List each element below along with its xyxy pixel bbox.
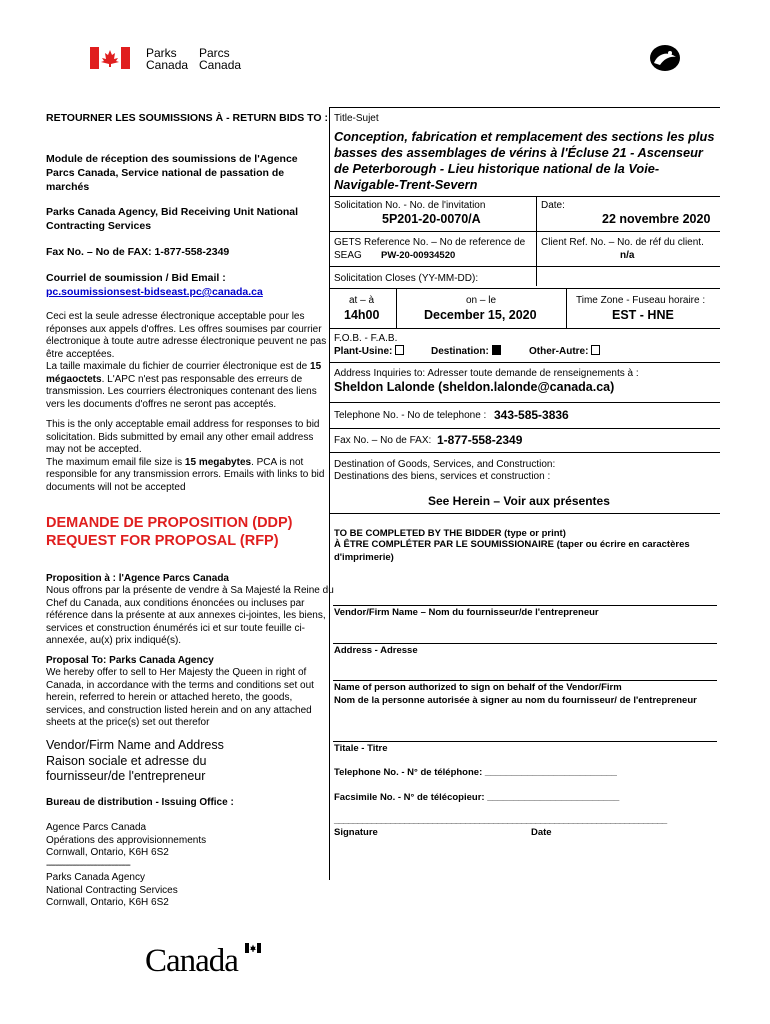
fob-plant bbox=[334, 345, 404, 359]
proposal-heading: Proposal To: Parks Canada Agency bbox=[46, 655, 214, 666]
left-fax-number: Fax No. – No de FAX: 1-877-558-2349 bbox=[46, 246, 230, 258]
address-fr-line: Opérations des approvisionnements bbox=[46, 834, 207, 846]
fob-plant-checkbox[interactable] bbox=[395, 345, 404, 355]
canada-wordmark-text: Canada bbox=[145, 943, 238, 979]
email-notice-en-p2a: The maximum email file size is bbox=[46, 456, 185, 468]
telephone-label: Telephone No. - No de telephone : bbox=[334, 410, 487, 421]
bidder-heading-fr: À ÊTRE COMPLÉTER PAR LE SOUMISSIONAIRE (taper ou écrire en caractères d'imprimerie) bbox=[334, 539, 690, 563]
date-label: Date: bbox=[541, 200, 565, 211]
fob-other-checkbox[interactable] bbox=[591, 345, 600, 355]
divider bbox=[396, 288, 397, 328]
fob-destination-label: Destination: bbox=[431, 346, 489, 357]
client-ref-value: n/a bbox=[620, 250, 635, 261]
email-notice-en-size: 15 megabytes bbox=[184, 456, 252, 468]
email-notice-fr-p2a: La taille maximale du fichier de courrier électronique est de bbox=[46, 361, 311, 372]
fob-other bbox=[529, 345, 600, 359]
brand-fr-line2: Canada bbox=[199, 58, 242, 72]
proposal-text: We hereby offer to sell to Her Majesty the Queen in right of Canada, in accordance with the terms and conditions set out herein, referred to herein or attached hereto, the goods, services, and construction listed herein and on any attached sheets at the price(s) set out therefor bbox=[46, 667, 314, 728]
brand-en-line2: Canada bbox=[146, 58, 189, 72]
title-line[interactable] bbox=[333, 741, 717, 742]
solicitation-no-label: Solicitation No. - No. de l'invitation bbox=[334, 200, 486, 211]
brand-en-line1: Parks bbox=[146, 46, 177, 60]
solicitation-no-value: 5P201-20-0070/A bbox=[382, 212, 481, 226]
vendor-address-heading: Vendor/Firm Name and Address Raison sociale et adresse du fournisseur/de l'entrepreneur bbox=[46, 738, 224, 783]
closes-at-value: 14h00 bbox=[344, 308, 380, 322]
see-herein: See Herein – Voir aux présentes bbox=[428, 494, 610, 508]
issuing-office-address bbox=[46, 822, 206, 910]
client-ref-label: Client Ref. No. – No. de réf du client. bbox=[541, 237, 704, 248]
authorized-label-fr: Nom de la personne autorisée à signer au nom du fournisseur/ de l'entrepreneur bbox=[334, 694, 697, 706]
fob-destination-checkbox[interactable] bbox=[492, 345, 501, 355]
divider bbox=[329, 513, 720, 514]
divider bbox=[329, 266, 720, 267]
closes-on-value: December 15, 2020 bbox=[424, 308, 537, 322]
email-notice-fr-p2c: . L'APC n'est pas responsable des erreurs de transmission. Les courriers électroniques contenant des liens vers les documents d'offres ne seront pas acceptés. bbox=[46, 373, 317, 410]
module-reception-text: Module de réception des soumissions de l'Agence Parcs Canada, Service national de passation de marchés bbox=[46, 153, 298, 193]
fax-value: 1-877-558-2349 bbox=[437, 433, 523, 447]
address-en-line: Cornwall, Ontario, K6H 6S2 bbox=[46, 897, 169, 908]
divider bbox=[329, 452, 720, 453]
closes-label: Solicitation Closes (YY-MM-DD): bbox=[334, 273, 479, 284]
telephone-field[interactable]: Telephone No. - N° de téléphone: _________________________ bbox=[334, 767, 617, 778]
email-notice-fr-p1: Ceci est la seule adresse électronique acceptable pour les réponses aux appels d'offres. Les offres soumises par courrier électronique à toute autre adresse électronique peuvent ne pas être acceptées. bbox=[46, 311, 327, 360]
brand-fr-line1: Parcs bbox=[199, 46, 230, 60]
facsimile-field[interactable]: Facsimile No. - N° de télécopieur: _________________________ bbox=[334, 792, 620, 803]
destination-label-fr: Destinations des biens, services et construction : bbox=[334, 471, 551, 482]
bid-email-link[interactable]: pc.soumissionsest-bidseast.pc@canada.ca bbox=[46, 286, 263, 298]
email-notice-en bbox=[46, 419, 334, 494]
email-notice-en-p1: This is the only acceptable email address for responses to bid solicitation. Bids submitted by email any other email address may not be accepted. bbox=[46, 419, 320, 455]
address-en-line: National Contracting Services bbox=[46, 884, 178, 896]
address-separator: ------------------------------------ bbox=[46, 859, 130, 871]
gets-value: PW-20-00934520 bbox=[381, 250, 456, 261]
fob-plant-label: Plant-Usine: bbox=[334, 346, 393, 357]
date-value: 22 novembre 2020 bbox=[602, 212, 711, 226]
proposition-heading: Proposition à : l'Agence Parcs Canada bbox=[46, 573, 229, 584]
authorized-name-line[interactable] bbox=[333, 680, 717, 681]
divider bbox=[329, 231, 720, 232]
fob-label: F.O.B. - F.A.B. bbox=[334, 333, 398, 344]
signature-label: Signature bbox=[334, 827, 378, 838]
rfp-title-en: REQUEST FOR PROPOSAL (RFP) bbox=[46, 533, 279, 549]
address-fr-line: Agence Parcs Canada bbox=[46, 822, 147, 833]
parks-canada-beaver-icon bbox=[648, 43, 682, 73]
fob-destination bbox=[431, 345, 501, 359]
divider bbox=[329, 362, 720, 363]
email-notice-fr-size: 15 mégaoctets bbox=[46, 361, 322, 385]
gets-label: GETS Reference No. – No de reference de SEAG bbox=[334, 237, 526, 261]
canada-wordmark bbox=[145, 945, 265, 981]
address-fr-line: Cornwall, Ontario, K6H 6S2 bbox=[46, 847, 169, 858]
timezone-label: Time Zone - Fuseau horaire : bbox=[576, 295, 706, 306]
divider bbox=[536, 196, 537, 286]
address-line[interactable] bbox=[333, 643, 717, 644]
title-field-label: Titale - Titre bbox=[334, 743, 388, 754]
proposition-text: Nous offrons par la présente de vendre à Sa Majesté la Reine du Chef du Canada, aux conditions énoncées ou incluses par référence dans la présente at aux annexes ci-jointes, les biens, services et construction énumérés ici et sur toute feuille ci-annexée, au(x) prix indiqué(s). bbox=[46, 585, 334, 646]
email-notice-en-p2c: . PCA is not responsible for any transmission errors. Emails with links to bid documents will not be accepted bbox=[46, 456, 325, 493]
return-bids-heading: RETOURNER LES SOUMISSIONS À - RETURN BIDS TO : bbox=[46, 112, 328, 124]
fob-other-label: Other-Autre: bbox=[529, 346, 589, 357]
canada-flag-icon bbox=[90, 47, 130, 69]
solicitation-title: Conception, fabrication et remplacement des sections les plus basses des assemblages de vérins à l'Écluse 21 - Ascenseur de Peterborough - Lieu historique national de la Voie-Navigable-Trent-Severn bbox=[334, 129, 715, 192]
bidder-heading-en: TO BE COMPLETED BY THE BIDDER (type or print) bbox=[334, 528, 566, 539]
address-label: Address - Adresse bbox=[334, 645, 418, 656]
divider bbox=[329, 196, 720, 197]
telephone-value: 343-585-3836 bbox=[494, 408, 569, 422]
vendor-name-line[interactable] bbox=[333, 605, 717, 606]
email-notice-fr bbox=[46, 311, 334, 411]
right-column-border bbox=[329, 107, 330, 880]
closes-at-label: at – à bbox=[349, 295, 375, 306]
agency-bid-unit-text: Parks Canada Agency, Bid Receiving Unit National Contracting Services bbox=[46, 206, 299, 232]
signature-line[interactable]: _______________________________________________________________________ bbox=[334, 815, 667, 826]
authorized-label-en: Name of person authorized to sign on behalf of the Vendor/Firm bbox=[334, 682, 622, 693]
divider bbox=[329, 288, 720, 289]
title-label: Title-Sujet bbox=[334, 113, 379, 124]
timezone-value: EST - HNE bbox=[612, 308, 674, 322]
fax-label: Fax No. – No de FAX: bbox=[334, 435, 432, 446]
divider bbox=[329, 428, 720, 429]
divider bbox=[566, 288, 567, 328]
destination-label-en: Destination of Goods, Services, and Construction: bbox=[334, 459, 556, 470]
wordmark-flag-icon bbox=[245, 943, 261, 953]
address-en-line: Parks Canada Agency bbox=[46, 872, 145, 883]
divider bbox=[329, 107, 720, 108]
divider bbox=[329, 328, 720, 329]
divider bbox=[329, 402, 720, 403]
inquiries-label: Address Inquiries to: Adresser toute demande de renseignements à : bbox=[334, 368, 639, 379]
rfp-title-fr: DEMANDE DE PROPOSITION (DDP) bbox=[46, 515, 293, 531]
parks-canada-logo bbox=[90, 45, 250, 75]
closes-on-label: on – le bbox=[466, 295, 497, 306]
bid-email-label: Courriel de soumission / Bid Email : bbox=[46, 272, 226, 284]
vendor-name-label: Vendor/Firm Name – Nom du fournisseur/de l'entrepreneur bbox=[334, 607, 599, 618]
issuing-office-heading: Bureau de distribution - Issuing Office : bbox=[46, 797, 234, 808]
authorized-name-label bbox=[334, 682, 714, 707]
signature-date-label: Date bbox=[531, 827, 552, 838]
inquiries-contact: Sheldon Lalonde (sheldon.lalonde@canada.ca) bbox=[334, 380, 615, 394]
